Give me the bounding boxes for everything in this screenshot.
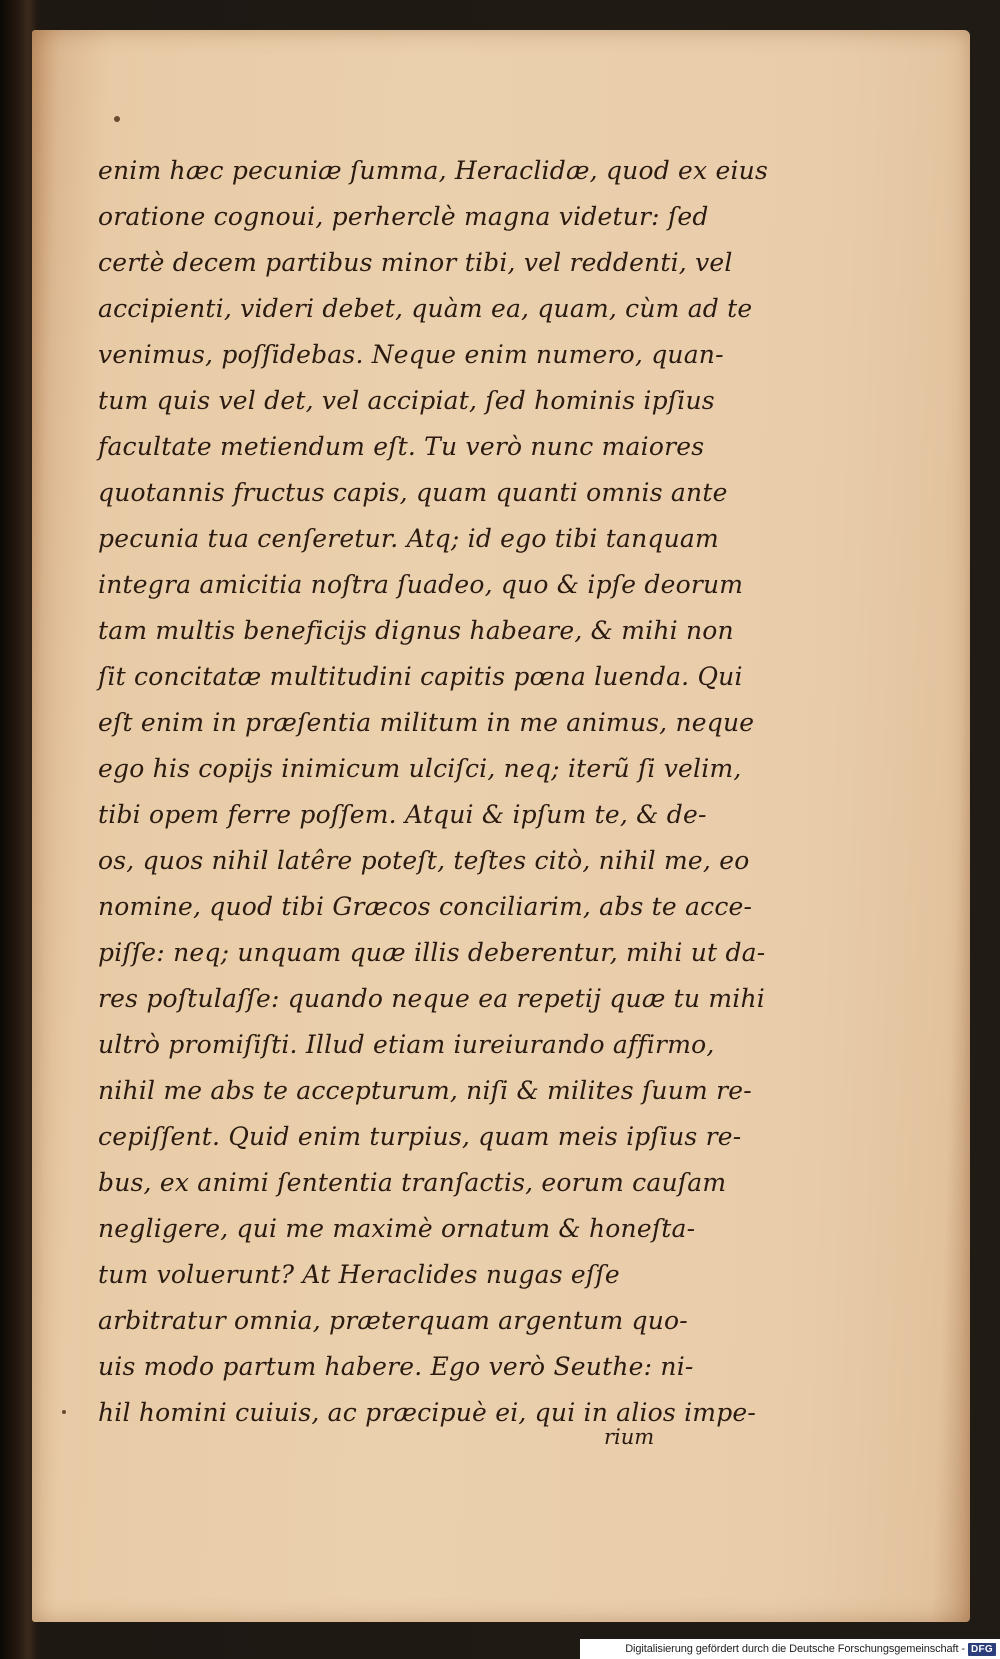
text-line: pecunia tua cenſeretur. Atq; id ego tibi tanquam (98, 524, 719, 553)
text-line: cepiſſent. Quid enim turpius, quam meis ipſius re- (98, 1122, 742, 1151)
text-line: ſit concitatæ multitudini capitis pœna luenda. Qui (98, 662, 743, 691)
text-line: res poſtulaſſe: quando neque ea repetij quæ tu mihi (98, 984, 765, 1013)
text-line: certè decem partibus minor tibi, vel reddenti, vel (98, 248, 733, 277)
text-line: uis modo partum habere. Ego verò Seuthe: ni- (98, 1352, 694, 1381)
text-line: nomine, quod tibi Græcos conciliarim, abs te acce- (98, 892, 753, 921)
text-line: oratione cognoui, perherclè magna videtur: ſed (98, 202, 709, 231)
text-line: eſt enim in præſentia militum in me animus, neque (98, 708, 755, 737)
text-line: tum quis vel det, vel accipiat, ſed hominis ipſius (98, 386, 715, 415)
text-line: nihil me abs te accepturum, niſi & milites ſuum re- (98, 1076, 752, 1105)
text-line: negligere, qui me maximè ornatum & honeſta- (98, 1214, 696, 1243)
text-line: arbitratur omnia, præterquam argentum quo- (98, 1306, 688, 1335)
text-line: hil homini cuiuis, ac præcipuè ei, qui in alios impe- (98, 1398, 757, 1427)
text-line: quotannis fructus capis, quam quanti omnis ante (98, 478, 728, 507)
text-line: venimus, poſſidebas. Neque enim numero, quan- (98, 340, 724, 369)
ink-speck (114, 116, 120, 122)
text-line: os, quos nihil latêre poteſt, teſtes citò, nihil me, eo (98, 846, 750, 875)
text-line: accipienti, videri debet, quàm ea, quam, cùm ad te (98, 294, 753, 323)
text-line: integra amicitia noſtra ſuadeo, quo & ipſe deorum (98, 570, 744, 599)
text-line: ego his copijs inimicum ulciſci, neq; iterũ ſi velim, (98, 754, 742, 783)
text-line: ultrò promiſiſti. Illud etiam iureiurando affirmo, (98, 1030, 715, 1059)
text-line: tam multis beneficijs dignus habeare, & mihi non (98, 616, 734, 645)
text-line: piſſe: neq; unquam quæ illis deberentur, mihi ut da- (98, 938, 766, 967)
paper-page (32, 30, 970, 1622)
catchword: rium (604, 1425, 655, 1449)
dfg-logo: DFG (968, 1643, 996, 1656)
page-text-block (98, 148, 818, 1436)
text-line: facultate metiendum eſt. Tu verò nunc maiores (98, 432, 705, 461)
text-line: bus, ex animi ſententia tranſactis, eorum cauſam (98, 1168, 727, 1197)
text-line: enim hæc pecuniæ ſumma, Heraclidæ, quod ex eius (98, 156, 769, 185)
funding-credit: Digitalisierung gefördert durch die Deutsche Forschungsgemeinschaft - (625, 1643, 965, 1655)
text-line: tibi opem ferre poſſem. Atqui & ipſum te, & de- (98, 800, 707, 829)
ink-speck (62, 1410, 66, 1414)
digitization-footer (580, 1639, 1000, 1659)
text-line: tum voluerunt? At Heraclides nugas eſſe (98, 1260, 620, 1289)
